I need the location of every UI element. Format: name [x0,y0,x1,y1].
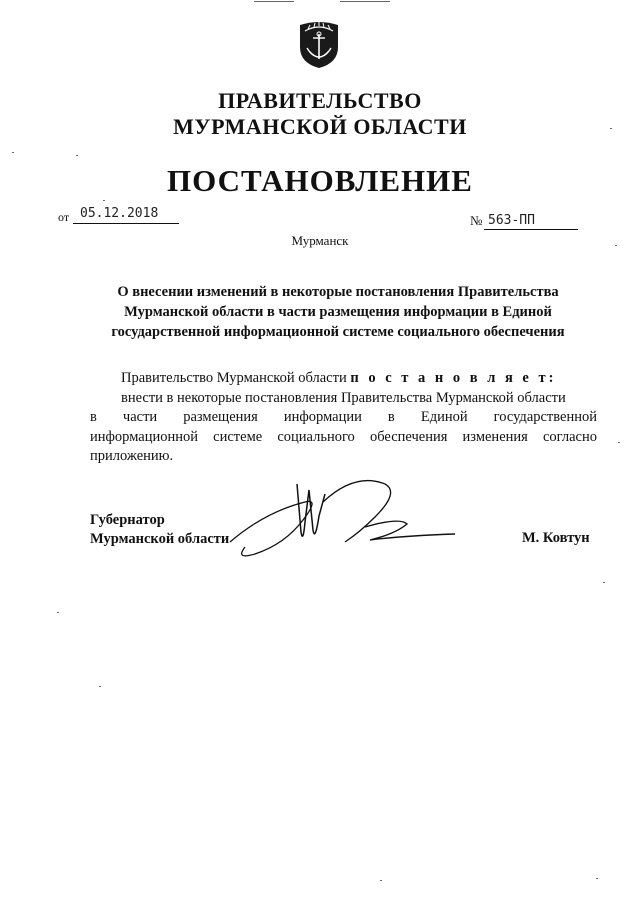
org-title-line2: МУРМАНСКОЙ ОБЛАСТИ [173,114,467,139]
document-date: 05.12.2018 [80,206,159,221]
scan-speck [380,880,382,881]
scan-speck [12,152,14,153]
signatory-title-line1: Губернатор [90,512,165,528]
handwritten-signature [225,472,465,567]
signatory-name: М. Ковтун [522,530,590,546]
signatory-title [90,511,229,549]
scan-speck [76,155,78,156]
scan-speck [99,686,101,687]
number-underline [484,229,578,230]
date-underline [73,223,179,224]
scan-speck [57,612,59,613]
decree-word: п о с т а н о в л я е т: [350,370,557,386]
document-type-heading: ПОСТАНОВЛЕНИЕ [167,163,473,198]
scan-speck [610,128,612,129]
scan-speck [103,200,105,201]
date-prefix: от [58,210,70,224]
scan-speck [254,1,294,2]
issue-city: Мурманск [291,233,349,248]
body-line-3: в части размещения информации в Единой государственной [90,409,597,425]
body-line-1 [90,369,597,389]
scan-speck [615,245,617,246]
body-intro: Правительство Мурманской области [121,370,347,386]
scan-speck [603,582,605,583]
body-line-4: информационной системе социального обеспечения изменения согласно [90,428,597,445]
signatory-title-line2: Мурманской области [90,531,230,547]
scan-speck [618,442,620,443]
number-prefix: № [470,213,483,228]
document-subject: О внесении изменений в некоторые постановления Правительства Мурманской области в части размещения информации в Единой государственной информационной системе социального обеспечения [111,284,565,340]
document-number: 563-ПП [488,213,535,228]
scan-speck [340,1,390,2]
org-title-line1: ПРАВИТЕЛЬСТВО [218,88,422,113]
body-paragraph [90,369,597,467]
coat-of-arms-icon [296,17,342,69]
body-line-5: приложению. [90,448,174,464]
scan-speck [596,878,598,879]
body-line-2: внести в некоторые постановления Правительства Мурманской области [121,389,566,406]
